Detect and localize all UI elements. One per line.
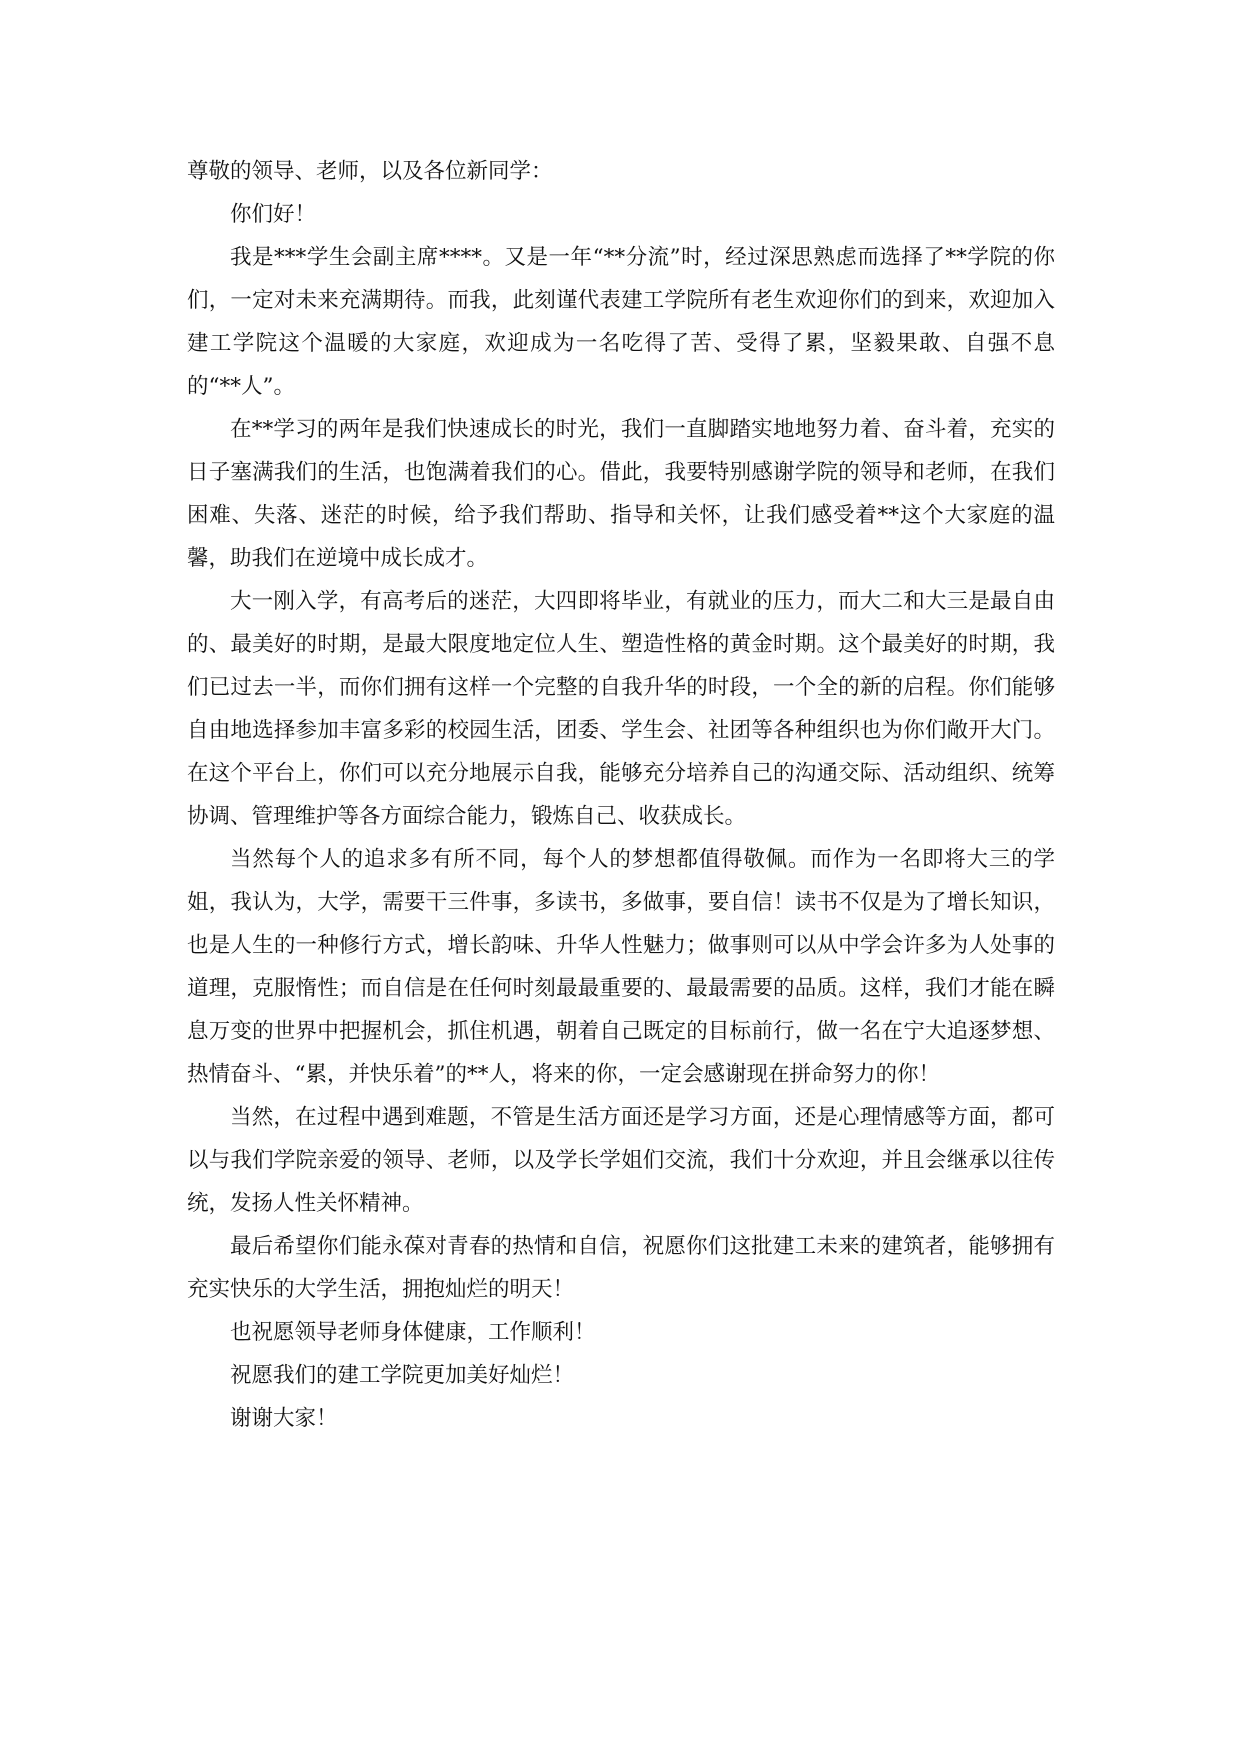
paragraph-gratitude: 在**学习的两年是我们快速成长的时光，我们一直脚踏实地地努力着、奋斗着，充实的日子塞满我们的生活，也饱满着我们的心。借此，我要特别感谢学院的领导和老师，在我们困难、失落、迷茫的时候，给予我们帮助、指导和关怀，让我们感受着**这个大家庭的温馨，助我们在逆境中成长成才。 [187, 417, 1055, 571]
speech-body [187, 150, 1055, 1440]
paragraph-wishes: 最后希望你们能永葆对青春的热情和自信，祝愿你们这批建工未来的建筑者，能够拥有充实快乐的大学生活，拥抱灿烂的明天！ [187, 1234, 1055, 1302]
closing-line-college: 祝愿我们的建工学院更加美好灿烂！ [230, 1363, 575, 1388]
paragraph-support: 当然，在过程中遇到难题，不管是生活方面还是学习方面，还是心理情感等方面，都可以与我们学院亲爱的领导、老师，以及学长学姐们交流，我们十分欢迎，并且会继承以往传统，发扬人性关怀精神。 [187, 1105, 1055, 1216]
closing-line-thanks: 谢谢大家！ [230, 1406, 338, 1431]
salutation: 尊敬的领导、老师，以及各位新同学： [187, 159, 553, 184]
paragraph-advice: 当然每个人的追求多有所不同，每个人的梦想都值得敬佩。而作为一名即将大三的学姐，我认为，大学，需要干三件事，多读书，多做事，要自信！读书不仅是为了增长知识，也是人生的一种修行方式，增长韵味、升华人性魅力；做事则可以从中学会许多为人处事的道理，克服惰性；而自信是在任何时刻最最重要的、最最需要的品质。这样，我们才能在瞬息万变的世界中把握机会，抓住机遇，朝着自己既定的目标前行，做一名在宁大追逐梦想、热情奋斗、“累，并快乐着”的**人，将来的你，一定会感谢现在拼命努力的你！ [187, 847, 1055, 1087]
paragraph-introduction: 我是***学生会副主席****。又是一年“**分流”时，经过深思熟虑而选择了**学院的你们，一定对未来充满期待。而我，此刻谨代表建工学院所有老生欢迎你们的到来，欢迎加入建工学院这个温暖的大家庭，欢迎成为一名吃得了苦、受得了累，坚毅果敢、自强不息的“**人”。 [187, 245, 1055, 399]
greeting: 你们好！ [230, 202, 317, 227]
paragraph-university-life: 大一刚入学，有高考后的迷茫，大四即将毕业，有就业的压力，而大二和大三是最自由的、最美好的时期，是最大限度地定位人生、塑造性格的黄金时期。这个最美好的时期，我们已过去一半，而你们拥有这样一个完整的自我升华的时段，一个全的新的启程。你们能够自由地选择参加丰富多彩的校园生活，团委、学生会、社团等各种组织也为你们敞开大门。在这个平台上，你们可以充分地展示自我，能够充分培养自己的沟通交际、活动组织、统筹协调、管理维护等各方面综合能力，锻炼自己、收获成长。 [187, 589, 1055, 829]
closing-line-leaders: 也祝愿领导老师身体健康，工作顺利！ [230, 1320, 596, 1345]
